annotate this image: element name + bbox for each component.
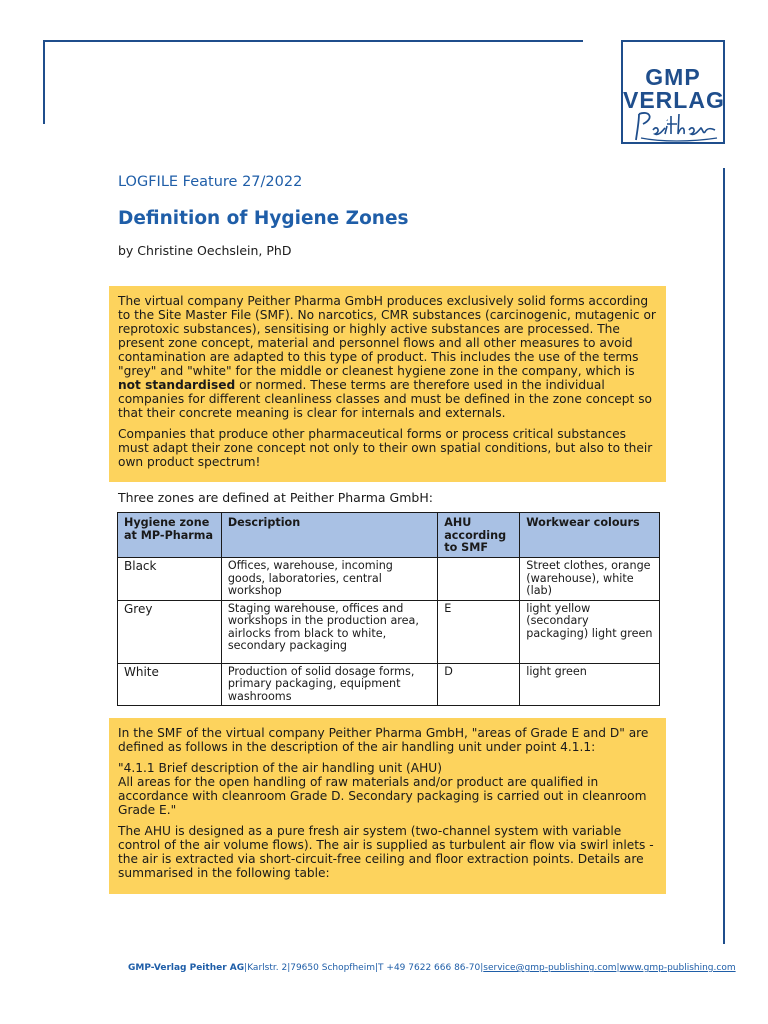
author-byline: by Christine Oechslein, PhD bbox=[118, 243, 292, 258]
feature-label: LOGFILE Feature 27/2022 bbox=[118, 174, 303, 190]
page-title: Definition of Hygiene Zones bbox=[118, 208, 409, 229]
smf-quote bbox=[118, 761, 657, 817]
zone-cell: Black bbox=[118, 558, 222, 601]
intro-text-b: or normed. These terms are therefore used in the individual companies for different cleanliness classes and must be defined in the zone concept so that their concrete meaning is clear for internals and externals. bbox=[118, 378, 652, 420]
gmp-verlag-logo bbox=[621, 40, 725, 144]
workwear-cell: Street clothes, orange (warehouse), white (lab) bbox=[520, 558, 660, 601]
footer-address: Karlstr. 2 bbox=[247, 963, 288, 973]
table-row bbox=[118, 558, 660, 601]
description-cell: Staging warehouse, offices and workshops in the production area, airlocks from black to white, secondary packaging bbox=[221, 600, 437, 663]
intro-text-a: The virtual company Peither Pharma GmbH produces exclusively solid forms according to the Site Master File (SMF). No narcotics, CMR substances (carcinogenic, mutagenic or reprotoxic substances), sensitising or highly active substances are processed. The present zone concept, material and personnel flows and all other measures to avoid contamination are adapted to this type of product. This includes the use of the terms "grey" and "white" for the middle or cleanest hygiene zone in the company, which is bbox=[118, 294, 656, 378]
footer-phone: T +49 7622 666 86-70 bbox=[378, 963, 481, 973]
intro-paragraph-2: Companies that produce other pharmaceutical forms or process critical substances must adapt their zone concept not only to their own spatial conditions, but also to their own product spectrum! bbox=[118, 427, 653, 469]
logo-line-1: GMP bbox=[645, 64, 701, 90]
smf-paragraph-3: The AHU is designed as a pure fresh air system (two-channel system with variable control of the air volume flows). The air is supplied as turbulent air flow via swirl inlets - the air is extracted via short-circuit-free ceiling and floor extraction points. Details are summarised in the following table: bbox=[118, 824, 654, 880]
intro-paragraph-1 bbox=[118, 294, 657, 420]
footer-company: GMP-Verlag Peither AG bbox=[128, 963, 245, 973]
intro-text-bold: not standardised bbox=[118, 378, 236, 392]
table-header-ahu: AHU according to SMF bbox=[438, 513, 520, 558]
footer-city: 79650 Schopfheim bbox=[290, 963, 375, 973]
page-footer: GMP-Verlag Peither AG|Karlstr. 2|79650 Schopfheim|T +49 7622 666 86-70|service@gmp-publishing.com|www.gmp-publishing.com bbox=[128, 963, 736, 973]
table-header-zone: Hygiene zone at MP-Pharma bbox=[118, 513, 222, 558]
frame-right-line bbox=[723, 168, 725, 944]
logo-line-2: VERLAG bbox=[623, 87, 725, 113]
table-row bbox=[118, 600, 660, 663]
table-header-description: Description bbox=[221, 513, 437, 558]
highlight-box-intro bbox=[109, 286, 666, 482]
workwear-cell: light green bbox=[520, 663, 660, 706]
peither-signature-icon bbox=[631, 108, 721, 142]
description-cell: Production of solid dosage forms, primary packaging, equipment washrooms bbox=[221, 663, 437, 706]
smf-quote-line-2: All areas for the open handling of raw materials and/or product are qualified in accordance with cleanroom Grade D. Secondary packaging is carried out in cleanroom Grade E." bbox=[118, 775, 647, 817]
workwear-cell: light yellow (secondary packaging) light green bbox=[520, 600, 660, 663]
ahu-cell bbox=[438, 558, 520, 601]
description-cell: Offices, warehouse, incoming goods, laboratories, central workshop bbox=[221, 558, 437, 601]
table-row bbox=[118, 663, 660, 706]
table-header-workwear: Workwear colours bbox=[520, 513, 660, 558]
smf-quote-line-1: "4.1.1 Brief description of the air handling unit (AHU) bbox=[118, 761, 442, 775]
ahu-cell: E bbox=[438, 600, 520, 663]
hygiene-zones-table bbox=[117, 512, 660, 706]
footer-website-link[interactable]: www.gmp-publishing.com bbox=[619, 963, 736, 973]
frame-top-line bbox=[43, 40, 583, 42]
frame-left-line bbox=[43, 40, 45, 124]
table-header-row bbox=[118, 513, 660, 558]
footer-email-link[interactable]: service@gmp-publishing.com bbox=[483, 963, 617, 973]
zones-intro: Three zones are defined at Peither Pharma GmbH: bbox=[118, 490, 433, 505]
smf-paragraph-1: In the SMF of the virtual company Peither Pharma GmbH, "areas of Grade E and D" are defined as follows in the description of the air handling unit under point 4.1.1: bbox=[118, 726, 649, 754]
zone-cell: Grey bbox=[118, 600, 222, 663]
ahu-cell: D bbox=[438, 663, 520, 706]
highlight-box-smf bbox=[109, 718, 666, 894]
zone-cell: White bbox=[118, 663, 222, 706]
